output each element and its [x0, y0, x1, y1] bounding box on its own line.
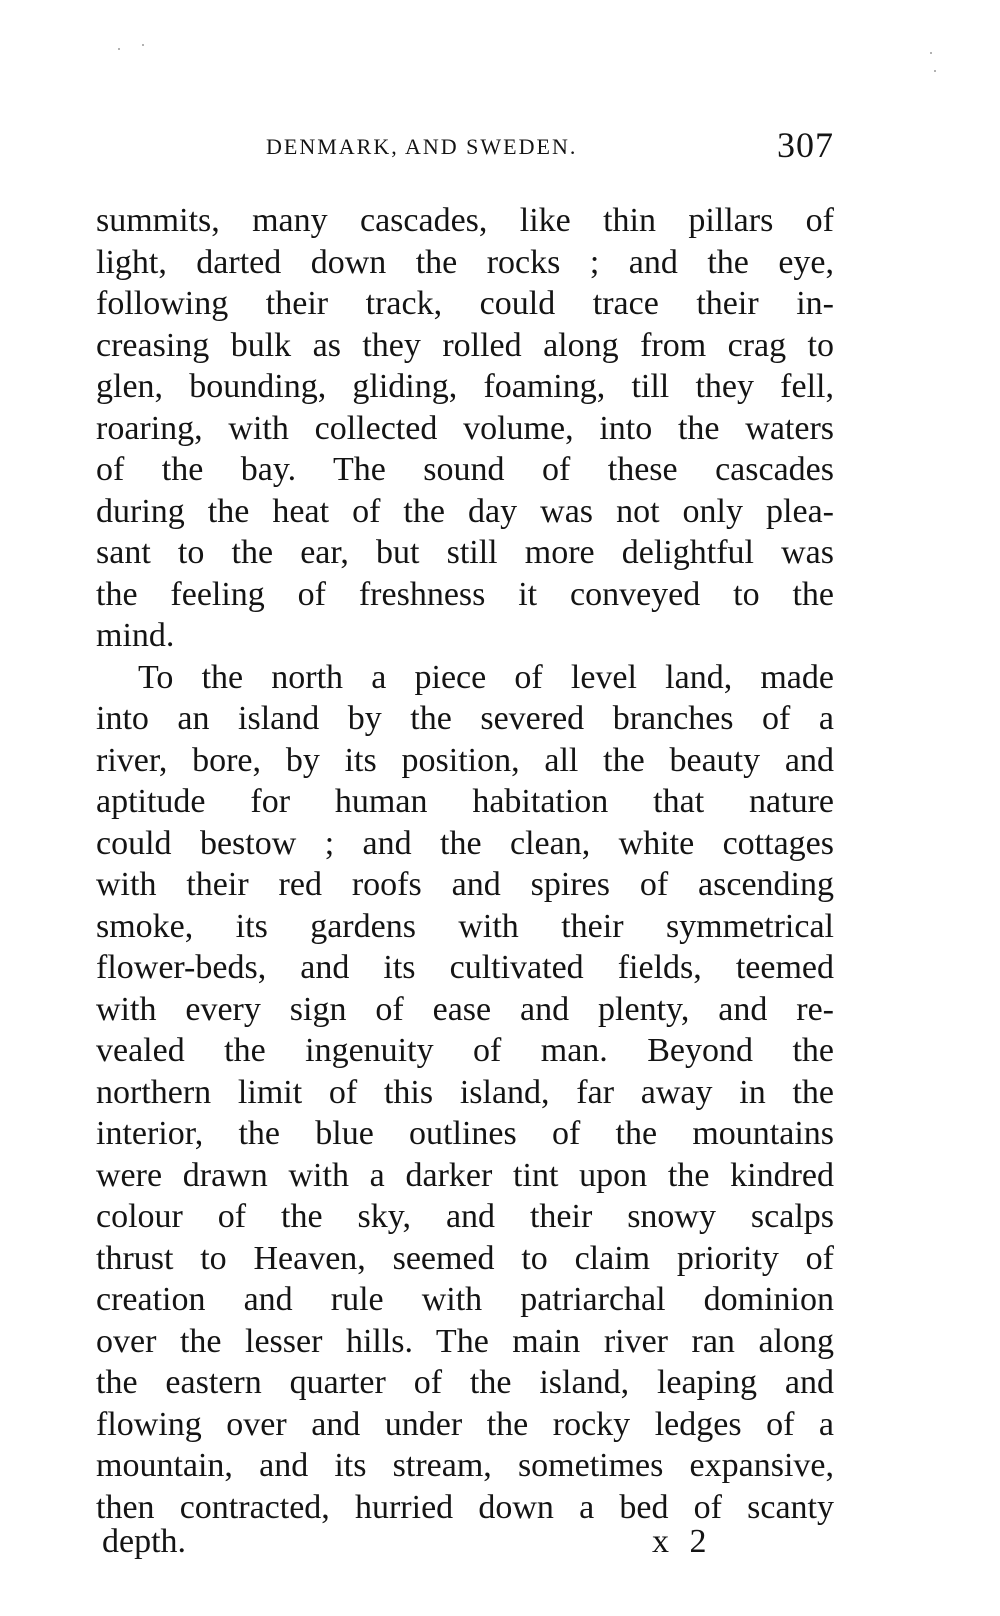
paper-speck [930, 52, 932, 54]
paper-speck [142, 44, 144, 46]
paper-speck [934, 70, 936, 72]
paragraph-2 [96, 657, 834, 1529]
text-line: over the lesser hills. The main river ran along [96, 1322, 834, 1360]
text-line: roaring, with collected volume, into the waters [96, 409, 834, 447]
text-line: interior, the blue outlines of the mountains [96, 1115, 834, 1152]
text-line: of the bay. The sound of these cascades [96, 451, 834, 488]
text-line: light, darted down the rocks ; and the eye, [96, 243, 834, 281]
text-line: creation and rule with patriarchal dominion [96, 1281, 834, 1318]
page-footer [96, 1520, 834, 1564]
text-line: following their track, could trace their in- [96, 285, 834, 322]
text-line: sant to the ear, but still more delightful was [96, 534, 834, 571]
text-line: the eastern quarter of the island, leaping and [96, 1364, 834, 1401]
text-line: northern limit of this island, far away in the [96, 1073, 834, 1111]
text-line: river, bore, by its position, all the beauty and [96, 741, 834, 779]
text-line: creasing bulk as they rolled along from crag to [96, 326, 834, 364]
text-line: vealed the ingenuity of man. Beyond the [96, 1032, 834, 1069]
last-line-text: depth. [102, 1523, 187, 1560]
text-line: glen, bounding, gliding, foaming, till they fell, [96, 368, 834, 405]
text-line: smoke, its gardens with their symmetrical [96, 907, 834, 945]
text-line: then contracted, hurried down a bed of scanty [96, 1488, 834, 1526]
text-line: with every sign of ease and plenty, and re- [96, 990, 834, 1028]
text-line: flowing over and under the rocky ledges of a [96, 1405, 834, 1443]
text-line: colour of the sky, and their snowy scalps [96, 1198, 834, 1235]
text-line: were drawn with a darker tint upon the kindred [96, 1156, 834, 1194]
running-title: DENMARK, AND SWEDEN. [266, 134, 578, 159]
text-line: into an island by the severed branches of a [96, 700, 834, 737]
body-text [96, 200, 834, 1528]
text-line: mind. [96, 617, 175, 654]
text-line: aptitude for human habitation that nature [96, 783, 834, 820]
text-line: could bestow ; and the clean, white cottages [96, 824, 834, 862]
page-header [96, 124, 834, 164]
text-line: flower-beds, and its cultivated fields, teemed [96, 949, 834, 986]
text-line: mountain, and its stream, sometimes expansive, [96, 1447, 834, 1484]
paper-speck [118, 48, 120, 50]
text-line: thrust to Heaven, seemed to claim priority of [96, 1239, 834, 1277]
text-line: during the heat of the day was not only plea- [96, 492, 834, 530]
page-number: 307 [777, 125, 834, 165]
text-line: the feeling of freshness it conveyed to the [96, 575, 834, 613]
text-line: To the north a piece of level land, made [138, 658, 834, 696]
text-line: with their red roofs and spires of ascending [96, 866, 834, 903]
text-line: summits, many cascades, like thin pillars of [96, 202, 834, 239]
signature-mark: x 2 [652, 1523, 713, 1560]
paragraph-1 [96, 200, 834, 657]
